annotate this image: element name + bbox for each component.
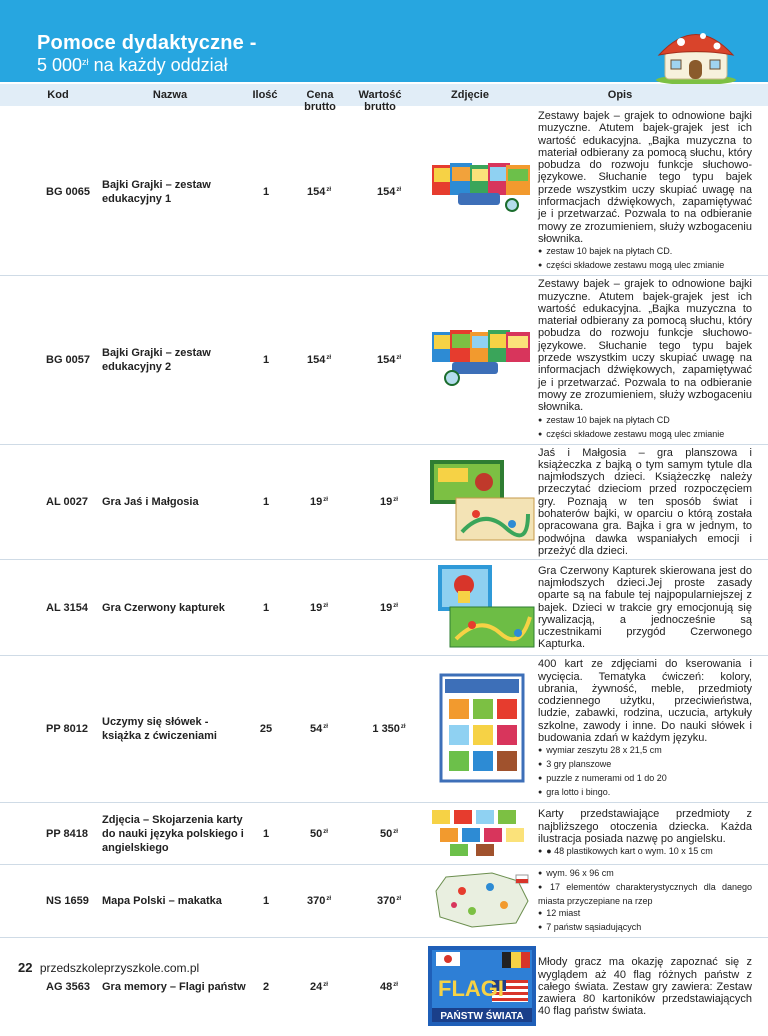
- table-header: [0, 84, 768, 113]
- product-price: $54^{zł}$: [286, 656, 352, 803]
- product-value: $50^{zł}$: [352, 803, 426, 865]
- product-name: Zdjęcia – Skojarzenia karty do nauki języka polskiego i angielskiego: [96, 803, 246, 865]
- column-header-price: Cena brutto: [304, 89, 336, 113]
- bullet-item: ● 7 państw sąsiadujących: [538, 921, 752, 935]
- product-qty: 1: [246, 803, 286, 865]
- product-description: [538, 865, 768, 938]
- table-row: [0, 803, 768, 865]
- table-row: [0, 108, 768, 276]
- product-description: Młody gracz ma okazję zapoznać się z wyglądem aż 40 flag różnych państw z całego świata. Zestaw gry zawiera: Zestaw zawiera 80 kartoników przedstawiających 40 flag państw świata.: [538, 956, 752, 1018]
- product-code: AL 0027: [0, 444, 96, 560]
- product-photo: [426, 444, 538, 560]
- product-value: $154^{zł}$: [352, 276, 426, 444]
- product-price: $370^{zł}$: [286, 865, 352, 938]
- product-description: 400 kart ze zdjęciami do kserowania i wycięcia. Tematyka ćwiczeń: kolory, ubrania, żywność, meble, przedmioty codziennego użytku, przeciwieństwa, ludzie, zabawki, rodzina, uczucia, artykuły szkolne, zawody i inne. Do nauki słówek i budowania zdań w każdym języku. ● wymiar zeszytu 28 x 21,5 cm ● 3 gry planszowe ● puzzle z numerami od 1 do 20 ● gra lotto i bingo.: [538, 656, 768, 803]
- table-row: [0, 656, 768, 803]
- product-qty: 1: [246, 444, 286, 560]
- product-code: AG 3563: [46, 981, 91, 994]
- product-code: PP 8012: [0, 656, 96, 803]
- product-code: PP 8418: [0, 803, 96, 865]
- product-code: NS 1659: [0, 865, 96, 938]
- bullet-item: ● wym. 96 x 96 cm: [538, 867, 752, 881]
- product-price: $19^{zł}$: [286, 560, 352, 656]
- table-row: [0, 560, 768, 656]
- bullet-item: ● wymiar zeszytu 28 x 21,5 cm: [538, 744, 752, 758]
- bullet-item: ● zestaw 10 bajek na płytach CD.: [538, 245, 752, 259]
- product-name: Gra Jaś i Małgosia: [96, 444, 246, 560]
- bullet-item: ● puzzle z numerami od 1 do 20: [538, 772, 752, 786]
- product-photo: [426, 656, 538, 803]
- product-description: Zestawy bajek – grajek to odnowione bajki muzyczne. Atutem bajek-grajek jest ich wartość edukacyjna. „Bajka muzyczna to materiał odbierany za pomocą słuchu, który pobudza do rozwoju funkcje słuchowo-językowe. Słuchanie tego typu bajek przede wszystkim uczy skupiać uwagę na informacjach dźwiękowych, zapamiętywać je i przetwarzać. Pozwala to na odbieranie mowy ze zrozumieniem, służy wzbogaceniu słownika. ● zestaw 10 bajek na płytach CD ● części składowe zestawu mogą ulec zmianie: [538, 276, 768, 444]
- column-header-name: Nazwa: [152, 89, 188, 101]
- product-name: Bajki Grajki – zestaw edukacyjny 1: [96, 108, 246, 276]
- product-price: $50^{zł}$: [286, 803, 352, 865]
- column-header-desc: Opis: [607, 89, 633, 101]
- column-header-qty: Ilość: [252, 89, 278, 101]
- product-description: Gra Czerwony Kapturek skierowana jest do najmłodszych dzieci.Jej proste zasady oparte są na fabule tej najpopularniejszej z bajek. Dzieci w trakcie gry emocjonują się rywalizacją, a jednocześnie są uczestnikami przygód Czerwonego Kapturka.: [538, 560, 768, 656]
- product-price: $154^{zł}$: [286, 108, 352, 276]
- bullet-item: ● zestaw 10 bajek na płytach CD: [538, 414, 752, 428]
- product-qty: 2: [262, 981, 270, 994]
- product-name: Uczymy się słówek - książka z ćwiczeniami: [96, 656, 246, 803]
- table-row: [0, 865, 768, 938]
- bullet-item: ● 12 miast: [538, 907, 752, 921]
- product-value: $154^{zł}$: [352, 108, 426, 276]
- product-value: $48^{zł}$: [380, 981, 398, 994]
- product-value: $19^{zł}$: [352, 444, 426, 560]
- mushroom-house-icon: [655, 22, 737, 84]
- product-qty: 1: [246, 108, 286, 276]
- product-name: Mapa Polski – makatka: [96, 865, 246, 938]
- product-code: AL 3154: [0, 560, 96, 656]
- bullet-item: ● 17 elementów charakterystycznych dla danego miasta przyczepiane na rzep: [538, 881, 752, 907]
- bullet-item: ● części składowe zestawu mogą ulec zmianie: [538, 428, 752, 442]
- product-code: BG 0065: [0, 108, 96, 276]
- product-photo: [426, 803, 538, 865]
- product-value: 1 $350^{zł}$: [352, 656, 426, 803]
- page-subtitle: 5 $000^{zł}$ na każdy oddział: [37, 55, 228, 75]
- product-code: BG 0057: [0, 276, 96, 444]
- product-price: $24^{zł}$: [310, 981, 328, 994]
- column-header-value: Wartość brutto: [358, 89, 402, 113]
- page-title: Pomoce dydaktyczne -: [37, 32, 257, 54]
- product-name: Gra memory – Flagi państw: [102, 981, 246, 994]
- footer-site[interactable]: przedszkoleprzyszkole.com.pl: [39, 961, 200, 975]
- products-table: [0, 108, 768, 1036]
- product-photo: [426, 108, 538, 276]
- product-price: $19^{zł}$: [286, 444, 352, 560]
- product-photo: [426, 938, 538, 1036]
- product-qty: 1: [246, 865, 286, 938]
- column-header-code: Kod: [47, 89, 69, 101]
- bullet-item: ● gra lotto i bingo.: [538, 786, 752, 800]
- product-name: Gra Czerwony kapturek: [96, 560, 246, 656]
- page-footer: [18, 960, 199, 975]
- product-qty: 1: [246, 276, 286, 444]
- product-value: $19^{zł}$: [352, 560, 426, 656]
- bullet-item: ● części składowe zestawu mogą ulec zmianie: [538, 259, 752, 273]
- product-photo: [426, 276, 538, 444]
- product-qty: 1: [246, 560, 286, 656]
- bullet-item: ● ● 48 plastikowych kart o wym. 10 x 15 cm: [538, 845, 752, 859]
- photo-text-world: PAŃSTW ŚWIATA: [440, 1010, 524, 1022]
- photo-text-flags: FLAGI: [438, 975, 504, 1001]
- table-row: [0, 276, 768, 444]
- table-row: [0, 938, 768, 1036]
- product-name: Bajki Grajki – zestaw edukacyjny 2: [96, 276, 246, 444]
- product-photo: [426, 560, 538, 656]
- column-header-photo: Zdjęcie: [451, 89, 489, 101]
- product-description: Karty przedstawiające przedmioty z najbliższego otoczenia dziecka. Każda ilustracja posiada nazwę po angielsku. ● ● 48 plastikowych kart o wym. 10 x 15 cm: [538, 803, 768, 865]
- bullet-item: ● 3 gry planszowe: [538, 758, 752, 772]
- page-number: 22: [18, 960, 33, 975]
- table-row: [0, 444, 768, 560]
- product-description: Jaś i Małgosia – gra planszowa i książeczka z bajką o tym samym tytule dla najmłodszych dzieci. Książeczkę należy przeczytać dzieciom przed rozpoczęciem gry. Poznają w ten sposób świat i bohaterów bajki, w oparciu o którą została opracowana gra. Bajka i gra w jednym, to podwójna dawka wspaniałych emocji i przeżyć dla dzieci.: [538, 444, 768, 560]
- product-price: $154^{zł}$: [286, 276, 352, 444]
- product-photo: [426, 865, 538, 938]
- product-value: $370^{zł}$: [352, 865, 426, 938]
- product-qty: 25: [246, 656, 286, 803]
- product-description: Zestawy bajek – grajek to odnowione bajki muzyczne. Atutem bajek-grajek jest ich wartość edukacyjna. „Bajka muzyczna to materiał odbierany za pomocą słuchu, który pobudza do rozwoju funkcje słuchowo-językowe. Słuchanie tego typu bajek przede wszystkim uczy skupiać uwagę na informacjach dźwiękowych, zapamiętywać je i przetwarzać. Pozwala to na odbieranie mowy ze zrozumieniem, służy wzbogaceniu słownika. ● zestaw 10 bajek na płytach CD. ● części składowe zestawu mogą ulec zmianie: [538, 108, 768, 276]
